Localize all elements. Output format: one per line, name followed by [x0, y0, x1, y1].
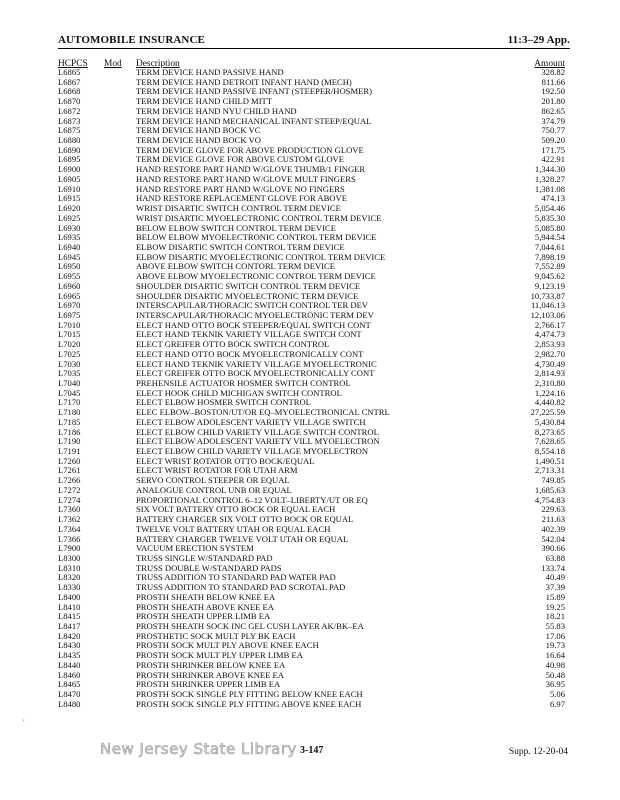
- table-row: [0, 87, 620, 97]
- hcpcs-code: L6945: [58, 251, 81, 262]
- hcpcs-code: L8400: [58, 591, 81, 602]
- amount-value: 5.06: [549, 689, 565, 699]
- amount-value: 474.13: [541, 193, 565, 204]
- table-row: [0, 593, 620, 603]
- description-text: ELECT WRIST ROTATOR OTTO BOCK/EQUAL: [136, 455, 315, 466]
- description-text: PREHENSILE ACTUATOR HOSMER SWITCH CONTROL: [136, 378, 351, 388]
- hcpcs-code: L8420: [58, 630, 81, 641]
- amount-value: 4,474.73: [534, 329, 565, 340]
- amount-value: 862.65: [541, 105, 565, 116]
- margin-mark: ': [23, 718, 25, 727]
- fee-schedule-table: [0, 68, 620, 709]
- description-text: HAND RESTORE REPLACEMENT GLOVE FOR ABOVE: [136, 193, 347, 204]
- description-text: TERM DEVICE GLOVE FOR ABOVE CUSTOM GLOVE: [136, 154, 345, 165]
- hcpcs-code: L6895: [58, 154, 81, 165]
- table-row: [0, 97, 620, 107]
- hcpcs-code: L6875: [58, 125, 81, 136]
- description-text: WRIST DISARTIC MYOELECTRONIC CONTROL TERM DEVICE: [136, 212, 382, 223]
- hcpcs-code: L6920: [58, 203, 81, 214]
- hcpcs-code: L7035: [58, 368, 81, 379]
- column-header-amount: Amount: [534, 59, 565, 69]
- hcpcs-code: L7900: [58, 543, 81, 554]
- amount-value: 2,982.70: [534, 348, 565, 359]
- description-text: INTERSCAPULAR/THORACIC MYOELECTRONIC TERM DEV: [136, 309, 374, 320]
- hcpcs-code: L8465: [58, 679, 81, 690]
- hcpcs-code: L6960: [58, 280, 81, 291]
- table-row: [0, 117, 620, 127]
- description-text: ELECT ELBOW HOSMER SWITCH CONTROL: [136, 397, 311, 408]
- hcpcs-code: L7015: [58, 329, 81, 340]
- description-text: TERM DEVICE HAND DETROIT INFANT HAND (MECH): [136, 76, 352, 87]
- description-text: SERVO CONTROL STEEPER OR EQUAL: [136, 475, 290, 486]
- hcpcs-code: L6872: [58, 105, 81, 116]
- description-text: ELECT ELBOW CHILD VARIETY VILLAGE SWITCH CONTROL: [136, 426, 379, 437]
- hcpcs-code: L7266: [58, 475, 81, 486]
- column-header-mod: Mod: [104, 59, 122, 69]
- description-text: PROSTH SOCK SINGLE PLY FITTING ABOVE KNEE EACH: [136, 698, 362, 709]
- amount-value: 4,730.49: [534, 358, 565, 369]
- amount-value: 171.75: [541, 144, 565, 155]
- description-text: PROSTH SOCK MULT PLY ABOVE KNEE EACH: [136, 640, 319, 651]
- description-text: ELECT GREIFER OTTO BOCK SWITCH CONTROL: [136, 339, 330, 350]
- hcpcs-code: L8417: [58, 620, 81, 631]
- hcpcs-code: L6935: [58, 232, 81, 243]
- hcpcs-code: L7185: [58, 416, 81, 427]
- hcpcs-code: L7260: [58, 455, 81, 466]
- description-text: ELECT ELBOW ADOLESCENT VARIETY VILL MYOELECTRON: [136, 436, 380, 447]
- description-text: ELECT HAND OTTO BOCK STEEPER/EQUAL SWITCH CONT: [136, 319, 371, 330]
- hcpcs-code: L6873: [58, 115, 81, 126]
- running-header-title: AUTOMOBILE INSURANCE: [58, 34, 205, 46]
- amount-value: 27,225.59: [530, 407, 565, 418]
- description-text: PROSTH SHEATH ABOVE KNEE EA: [136, 601, 274, 612]
- hcpcs-code: L7045: [58, 387, 81, 398]
- hcpcs-code: L6940: [58, 241, 81, 252]
- amount-value: 229.63: [541, 504, 565, 515]
- table-row: [0, 544, 620, 554]
- hcpcs-code: L7030: [58, 358, 81, 369]
- amount-value: 1,490.51: [534, 455, 565, 466]
- hcpcs-code: L7186: [58, 426, 81, 437]
- hcpcs-code: L8440: [58, 659, 81, 670]
- hcpcs-code: L7020: [58, 339, 81, 350]
- hcpcs-code: L8410: [58, 601, 81, 612]
- amount-value: 55.83: [545, 620, 565, 631]
- description-text: ELECT GREIFER OTTO BOCK MYOELECTRONICALLY CONT: [136, 368, 375, 379]
- hcpcs-code: L8320: [58, 572, 81, 583]
- description-text: TRUSS ADDITION TO STANDARD PAD SCROTAL PAD: [136, 582, 346, 593]
- page-number: 3-147: [300, 745, 324, 756]
- description-text: VACUUM ERECTION SYSTEM: [136, 543, 254, 554]
- amount-value: 1,685.63: [534, 484, 565, 495]
- amount-value: 4,440.82: [534, 397, 565, 408]
- hcpcs-code: L7170: [58, 397, 81, 408]
- hcpcs-code: L6890: [58, 144, 81, 155]
- amount-value: 509.20: [541, 135, 565, 146]
- amount-value: 1,224.16: [534, 387, 565, 398]
- hcpcs-code: L7010: [58, 319, 81, 330]
- amount-value: 328.82: [541, 67, 565, 77]
- amount-value: 422.91: [541, 154, 565, 165]
- hcpcs-code: L6930: [58, 222, 81, 233]
- description-text: WRIST DISARTIC SWITCH CONTROL TERM DEVICE: [136, 203, 341, 214]
- table-row: [0, 700, 620, 710]
- table-row: [0, 535, 620, 545]
- hcpcs-code: L7191: [58, 446, 81, 457]
- description-text: PROSTH SHRINKER ABOVE KNEE EA: [136, 669, 285, 680]
- table-row: [0, 651, 620, 661]
- amount-value: 5,944.54: [534, 232, 565, 243]
- amount-value: 192.50: [541, 86, 565, 97]
- description-text: INTERSCAPULAR/THORACIC SWITCH CONTROL TER DEV: [136, 300, 369, 311]
- hcpcs-code: L6900: [58, 164, 81, 175]
- table-row: [0, 622, 620, 632]
- hcpcs-code: L6925: [58, 212, 81, 223]
- amount-value: 5,835.30: [534, 212, 565, 223]
- hcpcs-code: L8430: [58, 640, 81, 651]
- amount-value: 50.48: [545, 669, 565, 680]
- header-rule: [58, 48, 570, 49]
- hcpcs-code: L8330: [58, 582, 81, 593]
- amount-value: 63.88: [545, 552, 565, 563]
- hcpcs-code: L6965: [58, 290, 81, 301]
- description-text: TERM DEVICE HAND MECHANICAL INFANT STEEP/EQUAL: [136, 115, 372, 126]
- amount-value: 133.74: [541, 562, 565, 573]
- hcpcs-code: L6910: [58, 183, 81, 194]
- amount-value: 2,713.31: [534, 465, 565, 476]
- hcpcs-code: L8460: [58, 669, 81, 680]
- supplement-date: Supp. 12-20-04: [508, 747, 568, 757]
- hcpcs-code: L8480: [58, 698, 81, 709]
- amount-value: 4,754.83: [534, 494, 565, 505]
- hcpcs-code: L7180: [58, 407, 81, 418]
- amount-value: 1,344.30: [534, 164, 565, 175]
- hcpcs-code: L6970: [58, 300, 81, 311]
- amount-value: 402.39: [541, 523, 565, 534]
- table-row: [0, 126, 620, 136]
- description-text: ELECT HOOK CHILD MICHIGAN SWITCH CONTROL: [136, 387, 342, 398]
- hcpcs-code: L6865: [58, 67, 81, 77]
- description-text: SIX VOLT BATTERY OTTO BOCK OR EQUAL EACH: [136, 504, 336, 515]
- hcpcs-code: L7040: [58, 378, 81, 388]
- description-text: PROSTH SHRINKER UPPER LIMB EA: [136, 679, 281, 690]
- description-text: TERM DEVICE GLOVE FOR ABOVE PRODUCTION GLOVE: [136, 144, 364, 155]
- description-text: ELEC ELBOW–BOSTON/UT/OR EQ–MYOELECTRONICAL CNTRL: [136, 407, 390, 418]
- amount-value: 15.89: [545, 591, 565, 602]
- hcpcs-code: L6868: [58, 86, 81, 97]
- amount-value: 37.39: [545, 582, 565, 593]
- table-row: [0, 671, 620, 681]
- hcpcs-code: L7362: [58, 514, 81, 525]
- amount-value: 1,381.08: [534, 183, 565, 194]
- amount-value: 8,273.65: [534, 426, 565, 437]
- amount-value: 5,054.46: [534, 203, 565, 214]
- description-text: ELBOW DISARTIC SWITCH CONTROL TERM DEVICE: [136, 241, 345, 252]
- description-text: ELECT HAND TEKNIK VARIETY VILLAGE MYOELECTRONIC: [136, 358, 377, 369]
- description-text: TERM DEVICE HAND CHILD MITT: [136, 96, 273, 107]
- amount-value: 12,103.06: [530, 309, 565, 320]
- amount-value: 2,853.93: [534, 339, 565, 350]
- amount-value: 2,766.17: [534, 319, 565, 330]
- description-text: HAND RESTORE PART HAND W/GLOVE THUMB/1 FINGER: [136, 164, 366, 175]
- amount-value: 16.64: [545, 650, 565, 661]
- amount-value: 374.79: [541, 115, 565, 126]
- hcpcs-code: L6867: [58, 76, 81, 87]
- amount-value: 19.25: [545, 601, 565, 612]
- description-text: TERM DEVICE HAND NYU CHILD HAND: [136, 105, 297, 116]
- description-text: ELECT HAND TEKNIK VARIETY VILLAGE SWITCH CONT: [136, 329, 362, 340]
- amount-value: 11,046.13: [530, 300, 565, 311]
- description-text: PROSTH SOCK SINGLE PLY FITTING BELOW KNEE EACH: [136, 689, 363, 699]
- description-text: ANALOGUE CONTROL UNB OR EQUAL: [136, 484, 292, 495]
- hcpcs-code: L7274: [58, 494, 81, 505]
- library-watermark: New Jersey State Library: [100, 740, 297, 758]
- amount-value: 7,628.65: [534, 436, 565, 447]
- amount-value: 10,733.87: [530, 290, 565, 301]
- description-text: SHOULDER DISARTIC SWITCH CONTROL TERM DEVICE: [136, 280, 361, 291]
- amount-value: 9,045.62: [534, 271, 565, 282]
- amount-value: 211.63: [541, 514, 565, 525]
- hcpcs-code: L6950: [58, 261, 81, 272]
- hcpcs-code: L6905: [58, 173, 81, 184]
- table-row: [0, 603, 620, 613]
- description-text: BELOW ELBOW SWITCH CONTROL TERM DEVICE: [136, 222, 336, 233]
- description-text: TERM DEVICE HAND PASSIVE HAND: [136, 67, 284, 77]
- hcpcs-code: L7025: [58, 348, 81, 359]
- description-text: TRUSS DOUBLE W/STANDARD PADS: [136, 562, 282, 573]
- description-text: PROSTH SHRINKER BELOW KNEE EA: [136, 659, 286, 670]
- amount-value: 811.66: [541, 76, 565, 87]
- column-header-description: Description: [136, 59, 180, 69]
- hcpcs-code: L7364: [58, 523, 81, 534]
- amount-value: 19.73: [545, 640, 565, 651]
- description-text: ELECT WRIST ROTATOR FOR UTAH ARM: [136, 465, 298, 476]
- description-text: PROSTH SHEATH SOCK INC GEL CUSH LAYER AK/BK–EA: [136, 620, 364, 631]
- amount-value: 18.21: [545, 611, 565, 622]
- description-text: BATTERY CHARGER SIX VOLT OTTO BOCK OR EQUAL: [136, 514, 354, 525]
- description-text: ELBOW DISARTIC MYOELECTRONIC CONTROL TERM DEVICE: [136, 251, 386, 262]
- table-row: [0, 661, 620, 671]
- amount-value: 7,552.89: [534, 261, 565, 272]
- amount-value: 542.04: [541, 533, 565, 544]
- description-text: PROSTHETIC SOCK MULT PLY BK EACH: [136, 630, 296, 641]
- description-text: TRUSS ADDITION TO STANDARD PAD WATER PAD: [136, 572, 336, 583]
- hcpcs-code: L7261: [58, 465, 81, 476]
- amount-value: 5,085.80: [534, 222, 565, 233]
- amount-value: 8,554.18: [534, 446, 565, 457]
- hcpcs-code: L6955: [58, 271, 81, 282]
- hcpcs-code: L8470: [58, 689, 81, 699]
- hcpcs-code: L7366: [58, 533, 81, 544]
- amount-value: 5,430.84: [534, 416, 565, 427]
- description-text: BATTERY CHARGER TWELVE VOLT UTAH OR EQUAL: [136, 533, 349, 544]
- amount-value: 749.85: [541, 475, 565, 486]
- hcpcs-code: L7190: [58, 436, 81, 447]
- hcpcs-code: L8310: [58, 562, 81, 573]
- description-text: TERM DEVICE HAND PASSIVE INFANT (STEEPER/HOSMER): [136, 86, 372, 97]
- amount-value: 2,310.80: [534, 378, 565, 388]
- description-text: BELOW ELBOW MYOELECTRONIC CONTROL TERM DEVICE: [136, 232, 377, 243]
- description-text: PROPORTIONAL CONTROL 6–12 VOLT–LIBERTY/UT OR EQ: [136, 494, 368, 505]
- amount-value: 201.80: [541, 96, 565, 107]
- hcpcs-code: L8435: [58, 650, 81, 661]
- description-text: ELECT ELBOW CHILD VARIETY VILLAGE MYOELECTRON: [136, 446, 369, 457]
- description-text: ELECT HAND OTTO BOCK MYOELECTRONICALLY CONT: [136, 348, 364, 359]
- amount-value: 40.98: [545, 659, 565, 670]
- hcpcs-code: L6880: [58, 135, 81, 146]
- amount-value: 1,328.27: [534, 173, 565, 184]
- description-text: PROSTH SHEATH UPPER LIMB EA: [136, 611, 271, 622]
- hcpcs-code: L8415: [58, 611, 81, 622]
- hcpcs-code: L6915: [58, 193, 81, 204]
- description-text: SHOULDER DISARTIC MYOELECTRONIC TERM DEVICE: [136, 290, 359, 301]
- amount-value: 40.49: [545, 572, 565, 583]
- description-text: ABOVE ELBOW MYOELECTRONIC CONTROL TERM DEVICE: [136, 271, 376, 282]
- hcpcs-code: L8300: [58, 552, 81, 563]
- description-text: HAND RESTORE PART HAND W/GLOVE MULT FINGERS: [136, 173, 356, 184]
- description-text: TERM DEVICE HAND BOCK VO: [136, 135, 261, 146]
- description-text: PROSTH SHEATH BELOW KNEE EA: [136, 591, 276, 602]
- table-row: [0, 466, 620, 476]
- table-row: [0, 476, 620, 486]
- hcpcs-code: L6975: [58, 309, 81, 320]
- amount-value: 390.66: [541, 543, 565, 554]
- column-header-hcpcs: HCPCS: [58, 59, 88, 69]
- description-text: TWELVE VOLT BATTERY UTAH OR EQUAL EACH: [136, 523, 331, 534]
- amount-value: 9,123.19: [534, 280, 565, 291]
- amount-value: 6.97: [549, 698, 565, 709]
- description-text: ELECT ELBOW ADOLESCENT VARIETY VILLAGE SWITCH: [136, 416, 366, 427]
- amount-value: 750.77: [541, 125, 565, 136]
- amount-value: 36.95: [545, 679, 565, 690]
- amount-value: 17.06: [545, 630, 565, 641]
- amount-value: 7,044.61: [534, 241, 565, 252]
- amount-value: 7,898.19: [534, 251, 565, 262]
- description-text: PROSTH SOCK MULT PLY UPPER LIMB EA: [136, 650, 303, 661]
- table-row: [0, 583, 620, 593]
- hcpcs-code: L7360: [58, 504, 81, 515]
- running-header-section: 11:3–29 App.: [507, 34, 570, 46]
- description-text: TERM DEVICE HAND BOCK VC: [136, 125, 261, 136]
- table-row: [0, 641, 620, 651]
- hcpcs-code: L6870: [58, 96, 81, 107]
- description-text: HAND RESTORE PART HAND W/GLOVE NO FINGERS: [136, 183, 345, 194]
- amount-value: 2,814.93: [534, 368, 565, 379]
- table-row: [0, 554, 620, 564]
- description-text: TRUSS SINGLE W/STANDARD PAD: [136, 552, 273, 563]
- table-row: [0, 457, 620, 467]
- hcpcs-code: L7272: [58, 484, 81, 495]
- description-text: ABOVE ELBOW SWITCH CONTORL TERM DEVICE: [136, 261, 336, 272]
